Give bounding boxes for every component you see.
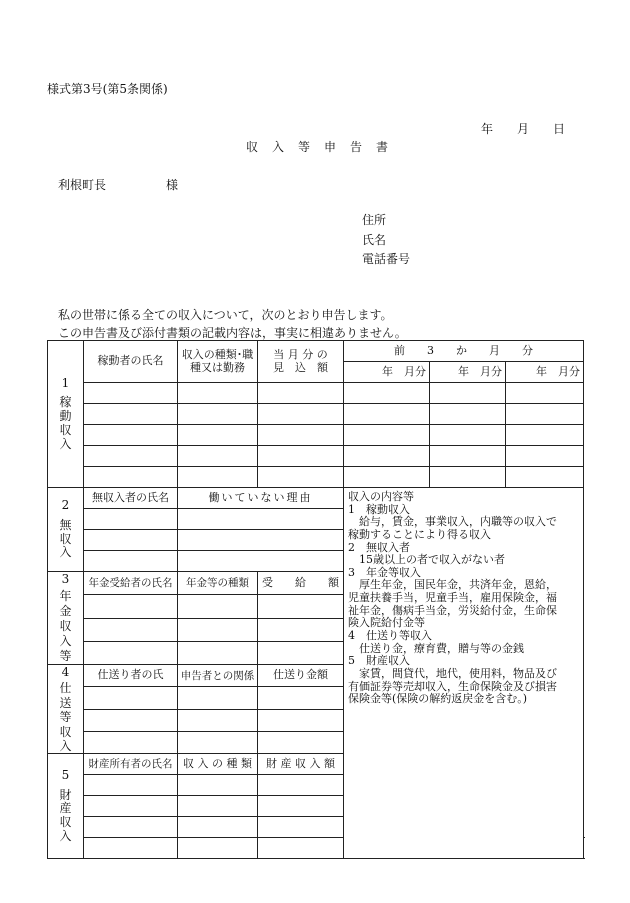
input-cell[interactable] [430,467,506,488]
employment-name-header: 稼動者の氏名 [84,341,178,383]
statement-2: この申告書及び添付書類の記載内容は，事実に相違ありません。 [58,326,407,340]
input-cell[interactable] [84,838,178,859]
input-cell[interactable] [178,446,258,467]
input-cell[interactable] [258,595,344,618]
input-cell[interactable] [178,530,344,551]
input-cell[interactable] [506,383,584,404]
input-cell[interactable] [84,731,178,753]
input-cell[interactable] [84,425,178,446]
input-cell[interactable] [430,425,506,446]
pension-type-header: 年金等の種類 [178,572,258,595]
input-cell[interactable] [344,404,430,425]
section-1-title: 1 稼 動 収 入 [48,341,84,488]
input-cell[interactable] [84,641,178,664]
input-cell[interactable] [258,404,344,425]
input-cell[interactable] [178,467,258,488]
input-cell[interactable] [178,618,258,641]
input-cell[interactable] [84,530,178,551]
input-cell[interactable] [84,404,178,425]
input-cell[interactable] [178,595,258,618]
input-cell[interactable] [344,467,430,488]
input-cell[interactable] [258,838,344,859]
input-cell[interactable] [178,641,258,664]
phone-label: 電話番号 [362,252,411,266]
pension-amount-header: 受 給 額 [258,572,344,595]
income-table [47,340,584,859]
input-cell[interactable] [178,775,258,796]
input-cell[interactable] [258,731,344,753]
input-cell[interactable] [258,775,344,796]
input-cell[interactable] [258,425,344,446]
input-cell[interactable] [430,404,506,425]
name-label: 氏名 [362,233,387,247]
input-cell[interactable] [258,687,344,709]
income-contents-heading: 収入の内容等 [348,490,414,503]
input-cell[interactable] [178,383,258,404]
input-cell[interactable] [84,618,178,641]
employment-prev-3-months-header: 前 3 か 月 分 [344,341,584,362]
addressee: 利根町長 様 [58,178,179,192]
input-cell[interactable] [344,383,430,404]
property-name-header: 財産所有者の氏名 [84,754,178,775]
pension-name-header: 年金受給者の氏名 [84,572,178,595]
input-cell[interactable] [84,551,178,572]
input-cell[interactable] [178,709,258,731]
input-cell[interactable] [178,425,258,446]
input-cell[interactable] [258,618,344,641]
input-cell[interactable] [84,446,178,467]
input-cell[interactable] [178,796,258,817]
input-cell[interactable] [84,509,178,530]
input-cell[interactable] [430,383,506,404]
page-title: 収 入 等 申 告 書 [246,140,390,154]
property-amount-header: 財 産 収 入 額 [258,754,344,775]
date-line: 年 月 日 [481,122,566,136]
input-cell[interactable] [84,817,178,838]
input-cell[interactable] [178,509,344,530]
input-cell[interactable] [430,446,506,467]
form-number: 様式第3号(第5条関係) [47,82,168,96]
address-label: 住所 [362,213,387,227]
employment-type-header: 収入の種類･職 種又は勤務 [178,341,258,383]
input-cell[interactable] [84,796,178,817]
input-cell[interactable] [506,404,584,425]
input-cell[interactable] [178,731,258,753]
input-cell[interactable] [84,709,178,731]
remittance-relation-header: 申告者との関係 [178,665,258,687]
input-cell[interactable] [178,687,258,709]
input-cell[interactable] [258,817,344,838]
input-cell[interactable] [178,817,258,838]
input-cell[interactable] [344,425,430,446]
remittance-name-header: 仕送り者の氏 [84,665,178,687]
input-cell[interactable] [506,467,584,488]
input-cell[interactable] [84,467,178,488]
section-4-title: 4 仕 送 等 収 入 [48,665,84,754]
input-cell[interactable] [178,551,344,572]
input-cell[interactable] [258,796,344,817]
input-cell[interactable] [258,641,344,664]
no-income-reason-header: 働いていない理由 [178,488,344,509]
remittance-amount-header: 仕送り金額 [258,665,344,687]
input-cell[interactable] [178,404,258,425]
no-income-name-header: 無収入者の氏名 [84,488,178,509]
property-type-header: 収 入 の 種 類 [178,754,258,775]
input-cell[interactable] [344,446,430,467]
input-cell[interactable] [506,446,584,467]
section-3-title: 3 年 金 収 入 等 [48,572,84,665]
input-cell[interactable] [506,425,584,446]
month-label-3: 年 月分 [506,362,584,383]
month-label-2: 年 月分 [430,362,506,383]
input-cell[interactable] [258,383,344,404]
input-cell[interactable] [84,775,178,796]
section-2-title: 2 無 収 入 [48,488,84,572]
input-cell[interactable] [258,446,344,467]
input-cell[interactable] [258,709,344,731]
input-cell[interactable] [84,687,178,709]
month-label-1: 年 月分 [344,362,430,383]
input-cell[interactable] [84,595,178,618]
input-cell[interactable] [258,467,344,488]
statement-1: 私の世帯に係る全ての収入について，次のとおり申告します。 [58,308,393,322]
section-5-title: 5 財 産 収 入 [48,754,84,859]
income-contents-box: 収入の内容等 1 稼動収入 給与，賃金，事業収入，内職等の収入で 稼動することにより得る収入 2 無収入者 15歳以上の者で収入がない者 3 年金等収入 厚生年金，国民年金，共済年金，恩給， 児童扶養手当，児童手当，雇用保険金，福 祉年金，傷病手当金，労災給付金，生命保 険入院給付金等 4 仕送り等収入 仕送り金，療育費，贈与等の金銭 5 財産収入 家賃，間貸代，地代，使用料，物品及び 有価証券等売却収入，生命保険金及び損害 保険金等(保険の解約返戻金を含む。) [344,488,584,859]
employment-current-month-header: 当 月 分 の 見 込 額 [258,341,344,383]
input-cell[interactable] [84,383,178,404]
input-cell[interactable] [178,838,258,859]
